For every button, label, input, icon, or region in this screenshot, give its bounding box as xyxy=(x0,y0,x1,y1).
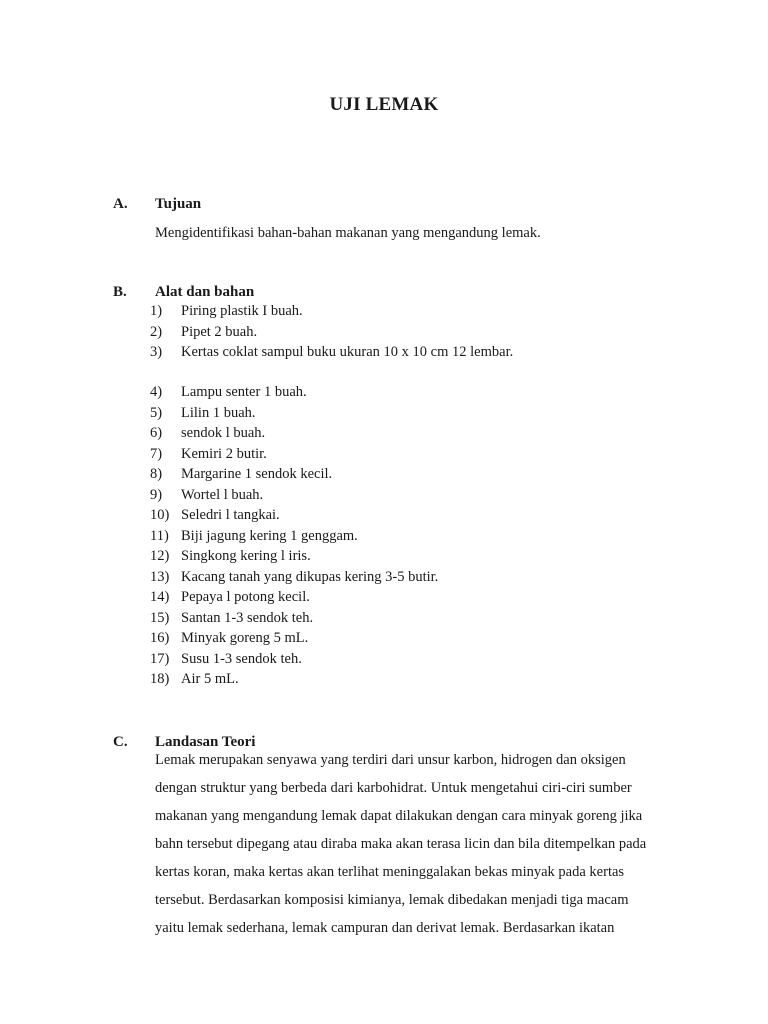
materials-list-part2 xyxy=(150,382,438,690)
section-c-title: Landasan Teori xyxy=(155,734,256,750)
list-item-text: Santan 1-3 sendok teh. xyxy=(181,609,314,626)
theory-paragraph xyxy=(155,749,685,945)
theory-line: tersebut. Berdasarkan komposisi kimianya, lemak dibedakan menjadi tiga macam xyxy=(155,892,629,908)
list-item xyxy=(150,526,438,547)
list-item-number: 13) xyxy=(150,568,170,585)
list-item xyxy=(150,444,438,465)
list-item xyxy=(150,669,438,690)
list-item xyxy=(150,382,438,403)
list-item-number: 8) xyxy=(150,466,163,482)
list-item-number: 2) xyxy=(150,323,163,340)
theory-line: Lemak merupakan senyawa yang terdiri dari unsur karbon, hidrogen dan oksigen xyxy=(155,752,626,768)
list-item xyxy=(150,505,438,526)
section-a-letter: A. xyxy=(113,196,128,212)
list-item-text: Singkong kering l iris. xyxy=(181,548,311,564)
list-item-number: 17) xyxy=(150,650,170,667)
list-item-text: Minyak goreng 5 mL. xyxy=(181,630,309,646)
list-item-text: Biji jagung kering 1 genggam. xyxy=(181,527,358,544)
list-item-text: Susu 1-3 sendok teh. xyxy=(181,650,302,667)
list-item-text: Kacang tanah yang dikupas kering 3-5 butir. xyxy=(181,568,439,585)
list-item xyxy=(150,464,438,485)
list-item xyxy=(150,301,513,322)
section-b-title: Alat dan bahan xyxy=(155,284,255,300)
list-item xyxy=(150,342,513,363)
list-item-number: 6) xyxy=(150,425,163,441)
list-item xyxy=(150,628,438,649)
theory-line: dengan struktur yang berbeda dari karbohidrat. Untuk mengetahui ciri-ciri sumber xyxy=(155,780,632,796)
list-item xyxy=(150,649,438,670)
list-item-text: Kertas coklat sampul buku ukuran 10 x 10 cm 12 lembar. xyxy=(181,344,514,360)
theory-line: bahn tersebut dipegang atau diraba maka akan terasa licin dan bila ditempelkan pada xyxy=(155,836,647,852)
list-item-number: 12) xyxy=(150,548,170,564)
list-item-text: Lampu senter 1 buah. xyxy=(181,384,307,400)
list-item-number: 16) xyxy=(150,630,170,646)
list-item-number: 18) xyxy=(150,671,170,687)
list-item-text: sendok l buah. xyxy=(181,425,266,441)
list-item-number: 10) xyxy=(150,507,170,523)
list-item xyxy=(150,587,438,608)
section-a-text: Mengidentifikasi bahan-bahan makanan yang mengandung lemak. xyxy=(155,225,541,241)
list-item xyxy=(150,567,438,588)
list-item-text: Seledri l tangkai. xyxy=(181,507,280,523)
document-title: UJI LEMAK xyxy=(329,94,439,115)
list-item-number: 14) xyxy=(150,589,170,605)
list-item-number: 4) xyxy=(150,384,163,400)
list-item-text: Lilin 1 buah. xyxy=(181,404,256,421)
list-item xyxy=(150,485,438,506)
list-item xyxy=(150,546,438,567)
list-item-text: Wortel l buah. xyxy=(181,486,264,503)
section-b-letter: B. xyxy=(113,284,127,300)
list-item-text: Margarine 1 sendok kecil. xyxy=(181,466,333,482)
materials-list-part1 xyxy=(150,301,513,363)
list-item-number: 3) xyxy=(150,344,163,360)
section-a-title: Tujuan xyxy=(155,196,202,212)
theory-line: kertas koran, maka kertas akan terlihat meninggalakan bekas minyak pada kertas xyxy=(155,864,625,880)
list-item-number: 5) xyxy=(150,404,163,421)
list-item-text: Pepaya l potong kecil. xyxy=(181,589,310,605)
list-item-number: 1) xyxy=(150,303,163,319)
list-item-number: 9) xyxy=(150,486,163,503)
list-item-text: Piring plastik I buah. xyxy=(181,303,303,319)
section-c-letter: C. xyxy=(113,734,128,750)
list-item xyxy=(150,403,438,424)
list-item-text: Pipet 2 buah. xyxy=(181,323,258,340)
theory-line: makanan yang mengandung lemak dapat dilakukan dengan cara minyak goreng jika xyxy=(155,808,643,824)
list-item-number: 15) xyxy=(150,609,170,626)
list-item-text: Air 5 mL. xyxy=(181,671,239,687)
list-item-text: Kemiri 2 butir. xyxy=(181,445,267,462)
theory-line: yaitu lemak sederhana, lemak campuran dan derivat lemak. Berdasarkan ikatan xyxy=(155,920,615,936)
list-item-number: 11) xyxy=(150,527,169,544)
list-item xyxy=(150,322,513,343)
list-item-number: 7) xyxy=(150,445,163,462)
list-item xyxy=(150,608,438,629)
list-item xyxy=(150,423,438,444)
